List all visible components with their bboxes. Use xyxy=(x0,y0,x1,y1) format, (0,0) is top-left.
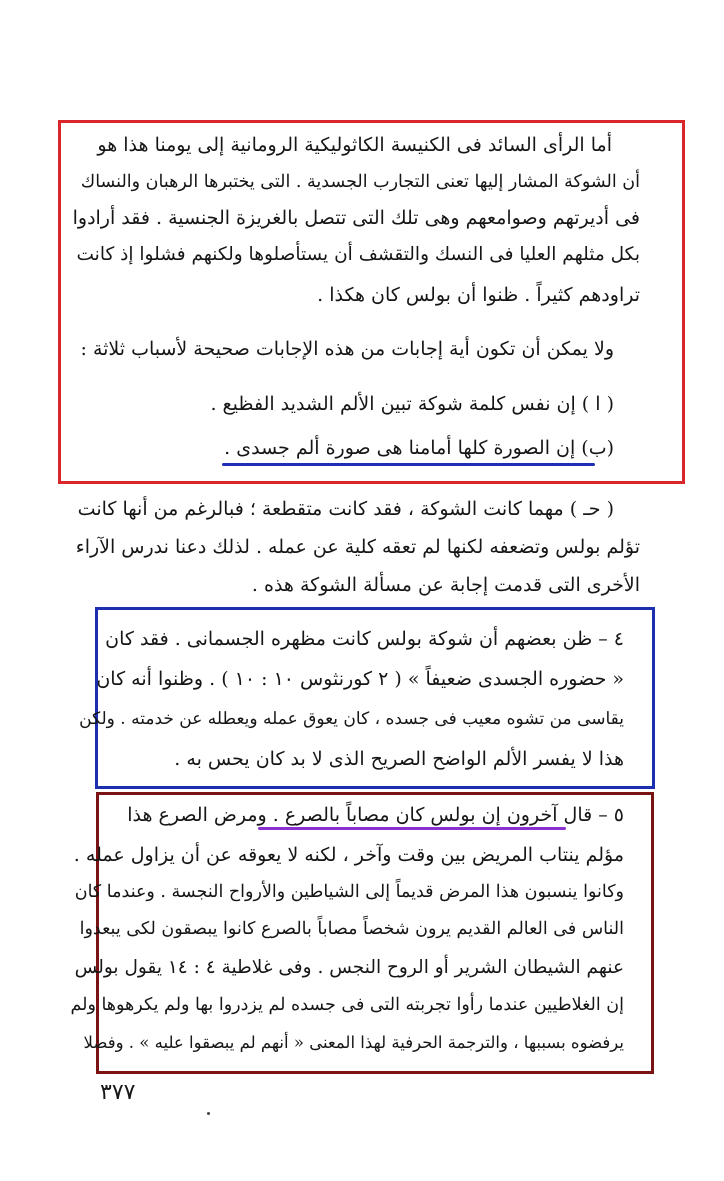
scan-speck xyxy=(207,1112,210,1115)
text-line: أن الشوكة المشار إليها تعنى التجارب الجسدية . التى يختبرها الرهبان والنساك xyxy=(80,172,640,192)
text-line: الأخرى التى قدمت إجابة عن مسألة الشوكة هذه . xyxy=(251,574,640,596)
text-line: مؤلم ينتاب المريض بين وقت وآخر ، لكنه لا يعوقه عن أن يزاول عمله . xyxy=(73,844,624,866)
text-line: ٥ – قال آخرون إن بولس كان مصاباً بالصرع . ومرض الصرع هذا xyxy=(127,804,624,826)
list-item-b: (ب) إن الصورة كلها أمامنا هى صورة ألم جسدى . xyxy=(224,437,614,459)
list-item-a: ( ا ) إن نفس كلمة شوكة تبين الألم الشديد الفظيع . xyxy=(210,393,614,415)
underline-purple xyxy=(258,827,566,830)
text-line: أما الرأى السائد فى الكنيسة الكاثوليكية الرومانية إلى يومنا هذا هو xyxy=(97,134,612,156)
text-line: بكل مثلهم العليا فى النسك والتقشف أن يستأصلوها ولكنهم فشلوا إذ كانت xyxy=(76,244,640,265)
list-item-c: ( حـ ) مهما كانت الشوكة ، فقد كانت متقطعة ؛ فبالرغم من أنها كانت xyxy=(77,498,614,520)
text-line: وكانوا ينسبون هذا المرض قديماً إلى الشياطين والأرواح النجسة . وعندما كان xyxy=(74,882,624,902)
page-number: ٣٧٧ xyxy=(100,1080,136,1105)
text-line: ولا يمكن أن تكون أية إجابات من هذه الإجابات صحيحة لأسباب ثلاثة : xyxy=(80,338,614,360)
text-line: عنهم الشيطان الشرير أو الروح النجس . وفى غلاطية ٤ : ١٤ يقول بولس xyxy=(74,957,624,978)
text-line: يقاسى من تشوه معيب فى جسده ، كان يعوق عمله ويعطله عن خدمته . ولكن xyxy=(79,709,624,729)
text-line: يرفضوه بسببها ، والترجمة الحرفية لهذا المعنى « أنهم لم يبصقوا عليه » . وفضلا xyxy=(83,1033,624,1052)
underline-blue xyxy=(222,463,595,466)
text-line: « حضوره الجسدى ضعيفاً » ( ٢ كورنثوس ١٠ : ١٠ ) . وظنوا أنه كان xyxy=(96,668,624,690)
text-line: تؤلم بولس وتضعفه لكنها لم تعقه كلية عن عمله . لذلك دعنا ندرس الآراء xyxy=(75,536,640,558)
text-line: فى أديرتهم وصوامعهم وهى تلك التى تتصل بالغريزة الجنسية . فقد أرادوا xyxy=(72,207,640,229)
text-line: الناس فى العالم القديم يرون شخصاً مصاباً بالصرع كانوا يبصقون لكى يبعدوا xyxy=(79,919,624,939)
text-line: تراودهم كثيراً . ظنوا أن بولس كان هكذا . xyxy=(317,284,640,306)
text-line: إن الغلاطيين عندما رأوا تجربته التى فى جسده لم يزدروا بها ولم يكرهوها ولم xyxy=(70,995,624,1015)
text-line: هذا لا يفسر الألم الواضح الصريح الذى لا بد كان يحس به . xyxy=(174,748,624,770)
text-line: ٤ – ظن بعضهم أن شوكة بولس كانت مظهره الجسمانى . فقد كان xyxy=(105,628,624,650)
